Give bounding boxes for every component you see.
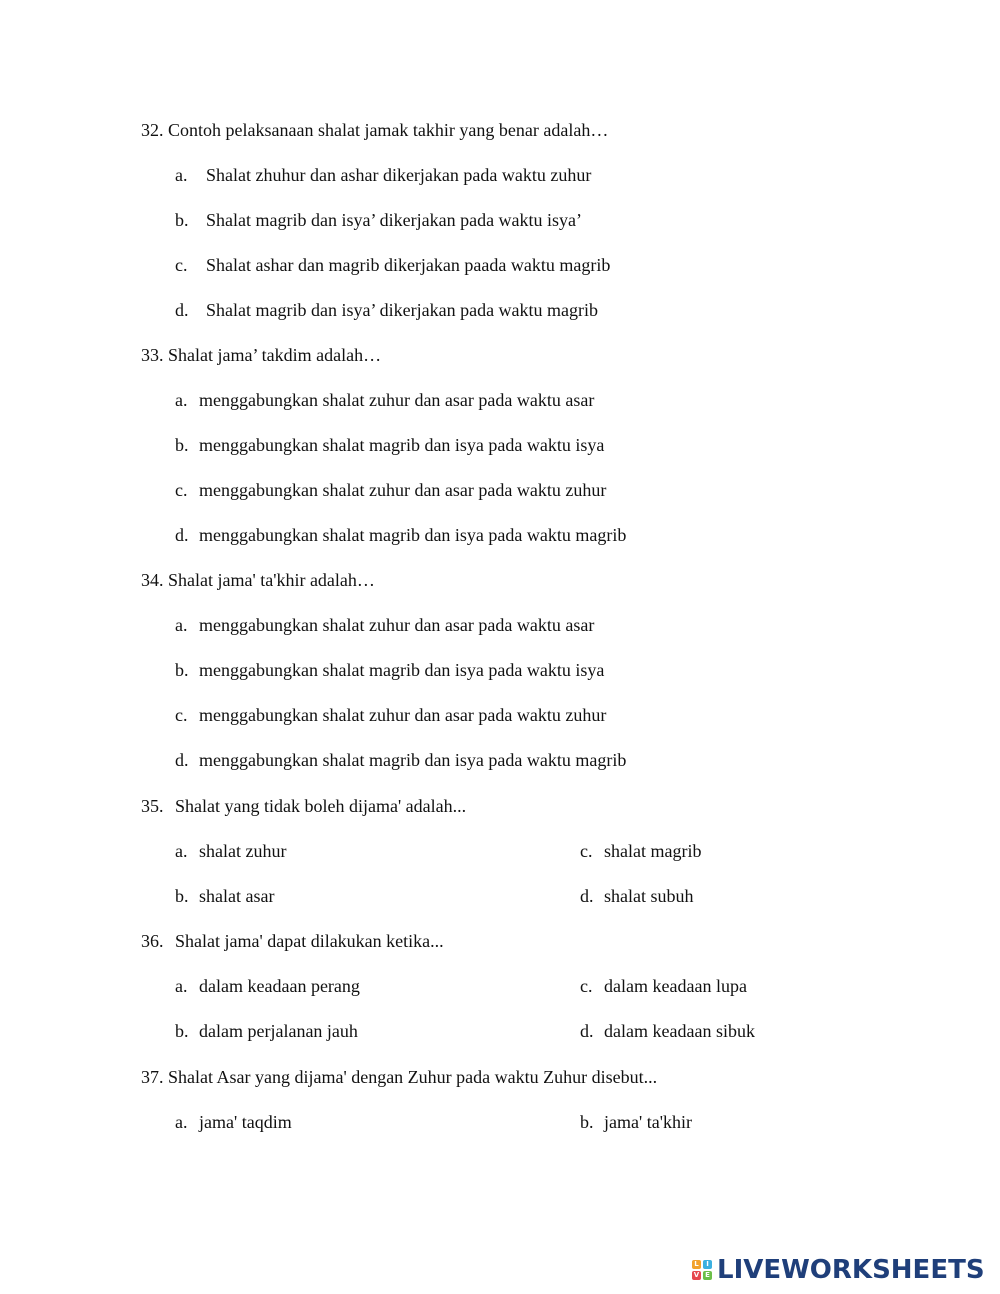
option-text: dalam keadaan sibuk [604,1021,755,1041]
option-35a[interactable] [175,840,286,862]
option-text: shalat zuhur [199,841,287,861]
option-text: Shalat magrib dan isya’ dikerjakan pada waktu magrib [206,300,599,320]
option-label: b. [175,660,189,680]
question-text: Contoh pelaksanaan shalat jamak takhir yang benar adalah… [168,120,609,140]
logo-mark-icon [692,1260,712,1280]
option-label: c. [175,255,188,275]
question-32 [141,119,608,141]
option-35c[interactable] [580,840,701,862]
option-34a[interactable] [175,614,594,636]
question-37 [141,1066,657,1088]
option-text: Shalat ashar dan magrib dikerjakan paada waktu magrib [206,255,611,275]
option-text: menggabungkan shalat zuhur dan asar pada waktu asar [199,615,595,635]
option-36d[interactable] [580,1020,755,1042]
option-32d[interactable] [175,299,598,321]
question-35 [141,795,466,817]
option-text: dalam keadaan lupa [604,976,747,996]
option-36a[interactable] [175,975,360,997]
option-32c[interactable] [175,254,610,276]
option-37b[interactable] [580,1111,692,1133]
question-text: Shalat jama' dapat dilakukan ketika... [175,931,444,951]
logo-mark-v: V [693,1271,700,1279]
option-label: d. [580,886,594,906]
question-34 [141,569,375,591]
question-number: 33. [141,345,164,365]
option-label: d. [175,300,189,320]
option-text: dalam perjalanan jauh [199,1021,358,1041]
option-text: menggabungkan shalat magrib dan isya pada waktu isya [199,435,605,455]
option-text: menggabungkan shalat magrib dan isya pada waktu magrib [199,750,627,770]
option-text: menggabungkan shalat magrib dan isya pada waktu magrib [199,525,627,545]
option-label: c. [580,841,593,861]
option-35d[interactable] [580,885,694,907]
option-text: shalat magrib [604,841,702,861]
option-text: dalam keadaan perang [199,976,360,996]
option-text: menggabungkan shalat zuhur dan asar pada waktu zuhur [199,480,607,500]
option-text: shalat subuh [604,886,694,906]
option-32b[interactable] [175,209,582,231]
question-number: 35. [141,796,164,816]
question-text: Shalat jama' ta'khir adalah… [168,570,375,590]
option-label: a. [175,390,188,410]
option-label: c. [175,705,188,725]
question-number: 36. [141,931,164,951]
question-36 [141,930,444,952]
option-33a[interactable] [175,389,594,411]
question-text: Shalat jama’ takdim adalah… [168,345,382,365]
option-34c[interactable] [175,704,606,726]
option-label: d. [580,1021,594,1041]
option-label: a. [175,976,188,996]
option-text: Shalat magrib dan isya’ dikerjakan pada waktu isya’ [206,210,583,230]
option-label: a. [175,1112,188,1132]
option-37a[interactable] [175,1111,292,1133]
option-label: d. [175,750,189,770]
option-text: Shalat zhuhur dan ashar dikerjakan pada waktu zuhur [206,165,592,185]
option-36b[interactable] [175,1020,358,1042]
question-number: 34. [141,570,164,590]
option-34d[interactable] [175,749,626,771]
question-number: 37. [141,1067,164,1087]
logo-mark-l: L [692,1260,701,1269]
liveworksheets-logo[interactable] [692,1256,985,1284]
question-text: Shalat yang tidak boleh dijama' adalah... [175,796,467,816]
option-label: d. [175,525,189,545]
option-33c[interactable] [175,479,606,501]
option-label: a. [175,841,188,861]
question-33 [141,344,381,366]
question-number: 32. [141,120,164,140]
option-label: c. [175,480,188,500]
option-text: menggabungkan shalat magrib dan isya pada waktu isya [199,660,605,680]
logo-mark-i: I [703,1260,712,1269]
option-text: menggabungkan shalat zuhur dan asar pada waktu asar [199,390,595,410]
option-33d[interactable] [175,524,626,546]
option-label: b. [580,1112,594,1132]
logo-text: LIVEWORKSHEETS [717,1255,985,1285]
option-text: jama' taqdim [199,1112,292,1132]
option-text: menggabungkan shalat zuhur dan asar pada waktu zuhur [199,705,607,725]
option-label: a. [175,165,188,185]
option-33b[interactable] [175,434,604,456]
option-label: b. [175,886,189,906]
option-36c[interactable] [580,975,747,997]
option-label: b. [175,210,189,230]
option-label: a. [175,615,188,635]
option-35b[interactable] [175,885,274,907]
option-32a[interactable] [175,164,591,186]
option-text: jama' ta'khir [604,1112,692,1132]
option-label: c. [580,976,593,996]
option-label: b. [175,435,189,455]
question-text: Shalat Asar yang dijama' dengan Zuhur pada waktu Zuhur disebut... [168,1067,658,1087]
option-34b[interactable] [175,659,604,681]
option-label: b. [175,1021,189,1041]
option-text: shalat asar [199,886,275,906]
logo-mark-e: E [703,1271,712,1280]
